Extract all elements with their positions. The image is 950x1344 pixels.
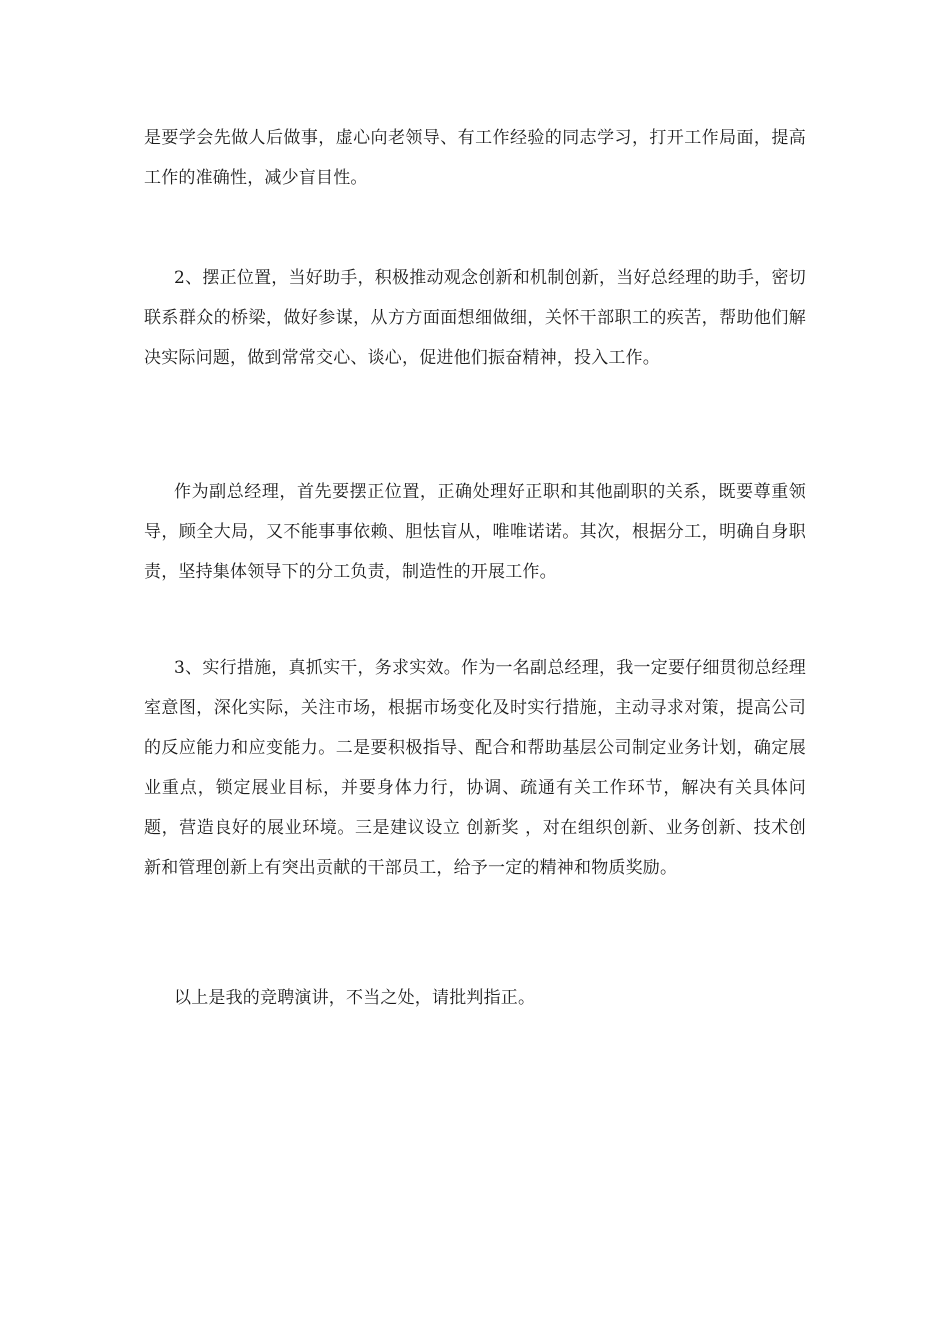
paragraph-point-2: 2、摆正位置，当好助手，积极推动观念创新和机制创新，当好总经理的助手，密切联系群众的桥梁，做好参谋，从方方面面想细做细，关怀干部职工的疾苦，帮助他们解决实际问题，做到常常交心、谈心，促进他们振奋精神，投入工作。 bbox=[144, 268, 806, 368]
paragraph-continuation: 是要学会先做人后做事，虚心向老领导、有工作经验的同志学习，打开工作局面，提高工作的准确性，减少盲目性。 bbox=[144, 128, 806, 188]
paragraph-point-3: 3、实行措施，真抓实干，务求实效。作为一名副总经理，我一定要仔细贯彻总经理室意图，深化实际，关注市场，根据市场变化及时实行措施，主动寻求对策，提高公司的反应能力和应变能力。二是要积极指导、配合和帮助基层公司制定业务计划，确定展业重点，锁定展业目标，并要身体力行，协调、疏通有关工作环节，解决有关具体问题，营造良好的展业环境。三是建议设立 创新奖 ，对在组织创新、业务创新、技术创新和管理创新上有突出贡献的干部员工，给予一定的精神和物质奖励。 bbox=[144, 658, 806, 878]
paragraph-closing: 以上是我的竞聘演讲，不当之处，请批判指正。 bbox=[174, 988, 536, 1008]
paragraph-deputy-role: 作为副总经理，首先要摆正位置，正确处理好正职和其他副职的关系，既要尊重领导，顾全大局，又不能事事依赖、胆怯盲从，唯唯诺诺。其次，根据分工，明确自身职责，坚持集体领导下的分工负责，制造性的开展工作。 bbox=[144, 482, 806, 582]
